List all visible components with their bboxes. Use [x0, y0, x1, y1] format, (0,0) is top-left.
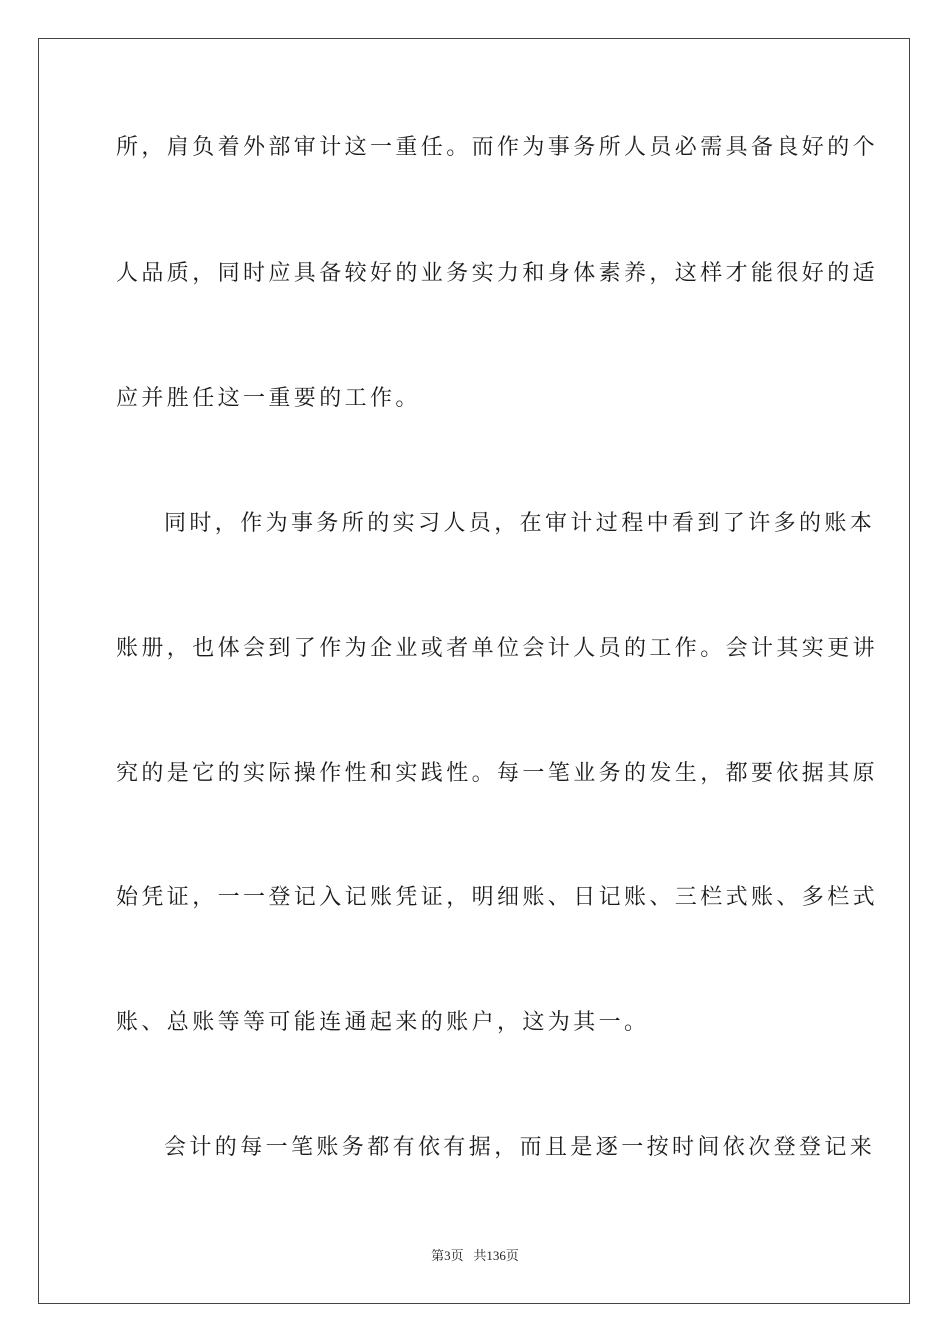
text-line-8: 账、总账等等可能连通起来的账户，这为其一。 — [116, 1010, 650, 1035]
text-line-1: 所，肩负着外部审计这一重任。而作为事务所人员必需具备良好的个 — [116, 135, 879, 160]
page-total: 共136页 — [473, 1248, 519, 1263]
text-line-6: 究的是它的实际操作性和实践性。每一笔业务的发生，都要依据其原 — [116, 761, 879, 786]
text-line-5: 账册，也体会到了作为企业或者单位会计人员的工作。会计其实更讲 — [116, 636, 879, 661]
text-line-7: 始凭证，一一登记入记账凭证，明细账、日记账、三栏式账、多栏式 — [116, 885, 879, 910]
text-line-4: 同时，作为事务所的实习人员，在审计过程中看到了许多的账本 — [164, 511, 876, 536]
text-line-9: 会计的每一笔账务都有依有据，而且是逐一按时间依次登登记来 — [164, 1135, 876, 1160]
text-line-2: 人品质，同时应具备较好的业务实力和身体素养，这样才能很好的适 — [116, 261, 879, 286]
page-footer — [0, 1247, 950, 1265]
text-line-3: 应并胜任这一重要的工作。 — [116, 386, 421, 411]
page-number: 第3页 — [431, 1248, 464, 1263]
page-border — [38, 38, 910, 1304]
